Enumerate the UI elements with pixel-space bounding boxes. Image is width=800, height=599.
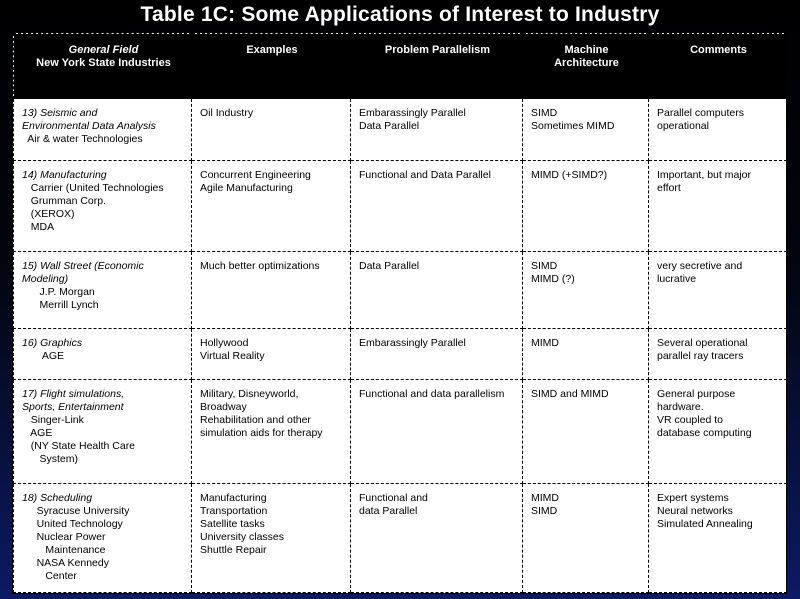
comments-line: lucrative [657, 273, 697, 285]
comments-line: database computing [657, 427, 752, 439]
field-industry-line: Carrier (United Technologies [22, 182, 164, 194]
field-heading-line: Sports, Entertainment [22, 401, 124, 413]
architecture-line: MIMD [531, 492, 559, 504]
comments-line: Several operational [657, 337, 748, 349]
field-industry-line: Center [22, 570, 77, 582]
examples-line: Virtual Reality [200, 350, 265, 362]
examples-line: Oil Industry [200, 107, 254, 119]
parallelism-line: Data Parallel [359, 120, 420, 132]
architecture-line: SIMD [531, 107, 558, 119]
header-comments-label: Comments [690, 44, 747, 56]
field-cell [14, 161, 192, 252]
field-heading-line: 18) Scheduling [22, 492, 93, 504]
architecture-line: MIMD [531, 337, 559, 349]
comments-cell [649, 252, 787, 329]
field-industry-line: (NY State Health Care [22, 440, 136, 452]
examples-line: Rehabilitation and other [200, 414, 311, 426]
parallelism-line: Functional and data parallelism [359, 388, 505, 400]
comments-cell [649, 380, 787, 484]
examples-line: Manufacturing [200, 492, 267, 504]
architecture-line: Sometimes MIMD [531, 120, 615, 132]
field-heading-line: 17) Flight simulations, [22, 388, 125, 400]
examples-line: Satellite tasks [200, 518, 265, 530]
architecture-cell [523, 380, 649, 484]
comments-line: General purpose [657, 388, 736, 400]
field-industry-line: Merrill Lynch [22, 299, 99, 311]
examples-line: Concurrent Engineering [200, 169, 311, 181]
header-comments [649, 34, 787, 99]
field-heading-line: 14) Manufacturing [22, 169, 107, 181]
parallelism-line: Embarassingly Parallel [359, 107, 466, 119]
page-title: Table 1C: Some Applications of Interest to Industry [140, 3, 660, 26]
field-heading-line: Environmental Data Analysis [22, 120, 156, 132]
table-row [14, 161, 787, 252]
architecture-line: SIMD [531, 260, 558, 272]
field-industry-line: Air & water Technologies [22, 133, 143, 145]
architecture-line: MIMD (?) [531, 273, 575, 285]
architecture-cell [523, 252, 649, 329]
parallelism-cell [351, 484, 523, 593]
examples-cell [192, 329, 351, 380]
parallelism-line: Embarassingly Parallel [359, 337, 466, 349]
header-arch-line1: Machine [564, 44, 609, 56]
architecture-cell [523, 484, 649, 593]
field-industry-line: (XEROX) [22, 208, 75, 220]
field-industry-line: AGE [22, 427, 53, 439]
field-cell [14, 252, 192, 329]
header-examples [192, 34, 351, 99]
architecture-line: MIMD (+SIMD?) [531, 169, 608, 181]
examples-cell [192, 484, 351, 593]
architecture-line: SIMD [531, 505, 558, 517]
field-industry-line: System) [22, 453, 79, 465]
header-examples-label: Examples [246, 44, 298, 56]
header-problem-parallelism [351, 34, 523, 99]
table-row [14, 252, 787, 329]
comments-line: very secretive and [657, 260, 743, 272]
comments-line: Simulated Annealing [657, 518, 753, 530]
examples-line: Military, Disneyworld, [200, 388, 299, 400]
comments-cell [649, 329, 787, 380]
architecture-cell [523, 329, 649, 380]
header-parallelism-label: Problem Parallelism [384, 44, 491, 56]
field-industry-line: Syracuse University [22, 505, 130, 517]
parallelism-cell [351, 252, 523, 329]
field-industry-line: AGE [22, 350, 65, 362]
header-field-line1: General Field [68, 44, 139, 56]
comments-line: VR coupled to [657, 414, 723, 426]
parallelism-cell [351, 99, 523, 161]
table-row [14, 99, 787, 161]
examples-line: Transportation [200, 505, 268, 517]
parallelism-line: Data Parallel [359, 260, 420, 272]
examples-line: Shuttle Repair [200, 544, 267, 556]
header-machine-architecture [523, 34, 649, 99]
comments-line: parallel ray tracers [657, 350, 744, 362]
table-row [14, 380, 787, 484]
examples-line: University classes [200, 531, 285, 543]
field-industry-line: MDA [22, 221, 55, 233]
field-industry-line: J.P. Morgan [22, 286, 95, 298]
table-header-row [14, 34, 787, 99]
parallelism-cell [351, 161, 523, 252]
field-cell [14, 329, 192, 380]
examples-cell [192, 161, 351, 252]
applications-table-container [12, 32, 787, 594]
parallelism-cell [351, 329, 523, 380]
field-industry-line: Nuclear Power [22, 531, 106, 543]
field-heading-line: 13) Seismic and [22, 107, 98, 119]
table-body [14, 99, 787, 593]
field-cell [14, 99, 192, 161]
architecture-cell [523, 161, 649, 252]
architecture-line: SIMD and MIMD [531, 388, 609, 400]
field-cell [14, 484, 192, 593]
field-industry-line: United Technology [22, 518, 123, 530]
comments-line: Neural networks [657, 505, 733, 517]
examples-cell [192, 380, 351, 484]
field-industry-line: Grumman Corp. [22, 195, 107, 207]
comments-line: Parallel computers [657, 107, 744, 119]
comments-line: Important, but major [657, 169, 751, 181]
parallelism-line: data Parallel [359, 505, 418, 517]
examples-cell [192, 252, 351, 329]
comments-line: effort [657, 182, 681, 194]
table-row [14, 329, 787, 380]
parallelism-line: Functional and Data Parallel [359, 169, 491, 181]
field-heading-line: Modeling) [22, 273, 69, 285]
examples-line: Hollywood [200, 337, 249, 349]
examples-line: Much better optimizations [200, 260, 320, 272]
header-field-line2: New York State Industries [36, 57, 171, 69]
comments-line: hardware. [657, 401, 704, 413]
applications-table [13, 33, 787, 593]
header-arch-line2: Architecture [554, 57, 619, 69]
field-heading-line: 15) Wall Street (Economic [22, 260, 144, 272]
examples-line: Agile Manufacturing [200, 182, 293, 194]
comments-cell [649, 161, 787, 252]
comments-line: Expert systems [657, 492, 729, 504]
comments-cell [649, 99, 787, 161]
field-cell [14, 380, 192, 484]
examples-line: Broadway [200, 401, 247, 413]
header-general-field [14, 34, 192, 99]
examples-line: simulation aids for therapy [200, 427, 323, 439]
parallelism-cell [351, 380, 523, 484]
table-row [14, 484, 787, 593]
architecture-cell [523, 99, 649, 161]
parallelism-line: Functional and [359, 492, 428, 504]
comments-line: operational [657, 120, 709, 132]
field-heading-line: 16) Graphics [22, 337, 83, 349]
field-industry-line: Singer-Link [22, 414, 84, 426]
examples-cell [192, 99, 351, 161]
field-industry-line: Maintenance [22, 544, 106, 556]
field-industry-line: NASA Kennedy [22, 557, 109, 569]
comments-cell [649, 484, 787, 593]
